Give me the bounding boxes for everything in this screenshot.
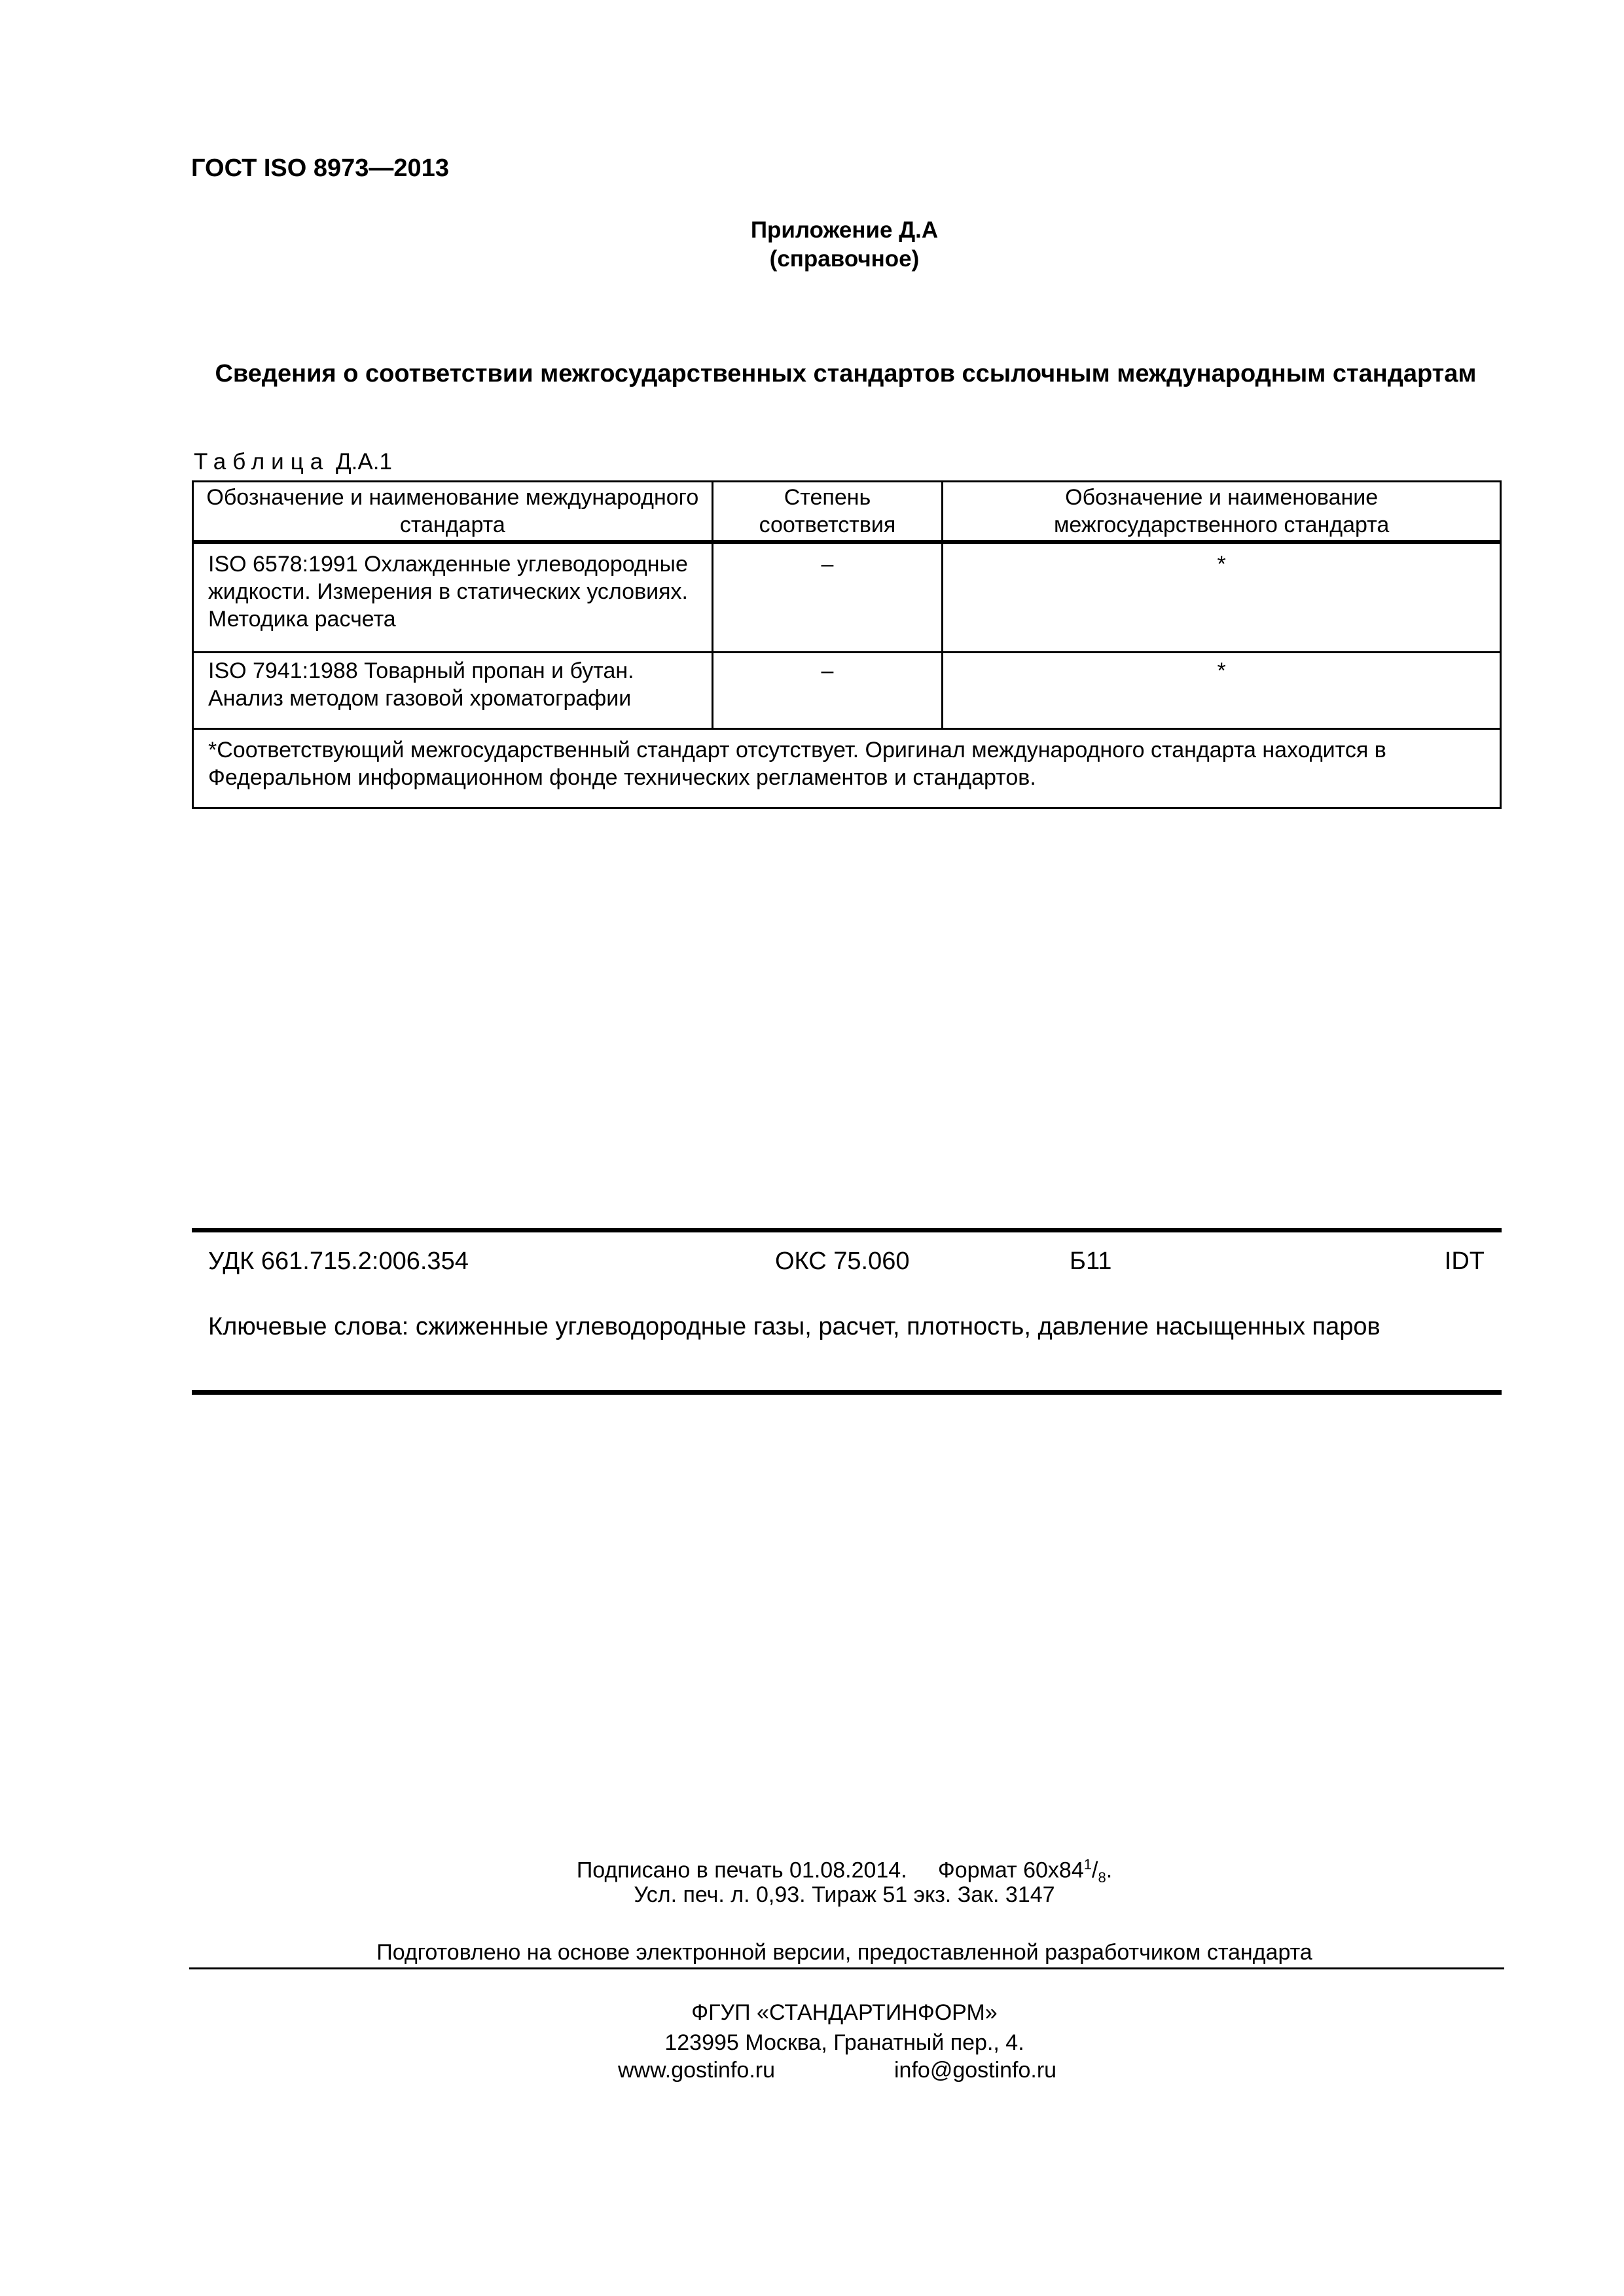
oks-code: ОКС 75.060 [775,1247,910,1275]
signed-date: Подписано в печать 01.08.2014. [576,1857,907,1883]
divider-bottom [192,1390,1502,1395]
conformity-degree: IDT [1444,1247,1485,1275]
group-code: Б11 [1070,1247,1112,1275]
annex-title: Приложение Д.А [750,217,939,243]
column-header-international: Обозначение и наименование международного стандарта [193,482,713,543]
document-code: ГОСТ ISO 8973—2013 [191,154,449,182]
divider-thin [189,1967,1504,1969]
table-footnote-row [193,729,1501,808]
publisher-website-link[interactable]: www.gostinfo.ru [618,2058,775,2083]
table-caption [194,449,392,475]
annex-heading: Сведения о соответствии межгосударственных стандартов ссылочным международным стандартам [215,360,1477,387]
correspondence-table [192,480,1502,809]
column-header-interstate: Обозначение и наименование межгосударственного стандарта [943,482,1501,543]
table-caption-number: Д.А.1 [335,449,392,475]
cell-degree: – [712,542,943,653]
udc-code: УДК 661.715.2:006.354 [208,1247,469,1275]
column-header-degree: Степень соответствия [712,482,943,543]
table-row [193,542,1501,653]
keywords: Ключевые слова: сжиженные углеводородные газы, расчет, плотность, давление насыщенных паров [208,1313,1380,1340]
publisher-address: 123995 Москва, Гранатный пер., 4. [664,2030,1024,2055]
annex-type: (справочное) [769,246,920,272]
table-footnote: *Соответствующий межгосударственный стандарт отсутствует. Оригинал международного стандарта находится в Федеральном информационном фонде технических регламентов и стандартов. [193,729,1501,808]
format-denominator: 8 [1098,1869,1106,1886]
table-header-row [193,482,1501,543]
cell-interstate-standard: * [943,653,1501,729]
divider-top [192,1228,1502,1232]
prepared-note: Подготовлено на основе электронной версии, предоставленной разработчиком стандарта [376,1940,1312,1965]
cell-degree: – [712,653,943,729]
table-caption-word: Таблица [194,449,330,475]
table-row [193,653,1501,729]
publisher-email-link[interactable]: info@gostinfo.ru [894,2058,1057,2083]
imprint-details: Усл. печ. л. 0,93. Тираж 51 экз. Зак. 3147 [634,1882,1055,1907]
cell-international-standard: ISO 7941:1988 Товарный пропан и бутан. Анализ методом газовой хроматографии [193,653,713,729]
cell-international-standard: ISO 6578:1991 Охлажденные углеводородные жидкости. Измерения в статических условиях. Методика расчета [193,542,713,653]
format-numerator: 1 [1083,1856,1092,1873]
imprint-signed: Подписано в печать 01.08.2014. Формат $60x84^1/_8$. [576,1856,1113,1886]
publisher-name: ФГУП «СТАНДАРТИНФОРМ» [691,2000,998,2025]
format-label: Формат 60x84 [937,1857,1084,1883]
cell-interstate-standard: * [943,542,1501,653]
